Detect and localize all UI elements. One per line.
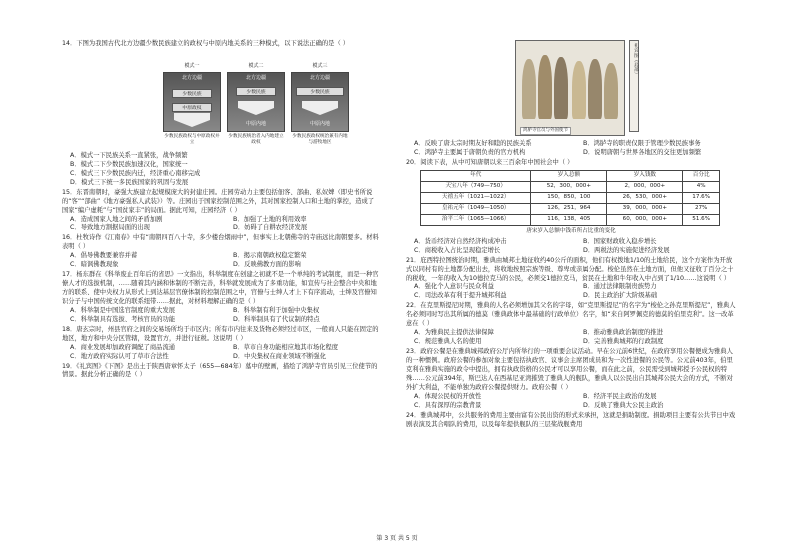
q16-option[interactable]: C．暗讽佛教现象 bbox=[70, 261, 119, 269]
mode-title: 模式三 bbox=[312, 62, 328, 69]
table-cell: 39，000，000+ bbox=[607, 203, 683, 214]
table-cell: 17.6% bbox=[683, 192, 720, 203]
question-18 bbox=[62, 326, 380, 362]
mode-title: 模式一 bbox=[184, 62, 200, 69]
q21-option[interactable]: D．民主政治扩大阶级基础 bbox=[583, 292, 658, 300]
figure-image bbox=[604, 63, 618, 119]
q17-stem: 17．杨东群在《科举废止百年后的省思》一文指出，科举制度在创建之初就不是一个单纯的考试制度，而是一种官僚人才的选拔机制，……随着其内涵和体制的不断完善，科举就发展成为了多重功能，如宣传与社会整合中央和地方的联系、使中央权力从形式上到达基层官僚体制的控制范围之中，官僚与士绅人才上下有序流动，士绅及官僚知识分子与中国传统文化的联系纽带……据此，对材料理解正确的是（ ） bbox=[62, 271, 379, 305]
q20-option[interactable]: D．两税法的实施促进经济发展 bbox=[583, 246, 670, 254]
table-cell: 116，138，405 bbox=[531, 214, 607, 225]
q15-option[interactable]: B．加强了土地的利用效率 bbox=[233, 215, 307, 223]
mode-diagram bbox=[132, 63, 380, 146]
mode-title: 模式二 bbox=[248, 62, 264, 69]
table-cell: 60，000，000+ bbox=[607, 214, 683, 225]
table-row bbox=[421, 192, 720, 203]
q22-option[interactable]: B．推动雅典政治制度的推进 bbox=[583, 329, 663, 337]
mode-box bbox=[163, 72, 221, 132]
down-arrow-icon bbox=[302, 101, 338, 115]
q17-option[interactable]: A．科举制是中国选官制度的重大发展 bbox=[70, 306, 176, 314]
question-16 bbox=[62, 234, 380, 270]
table-header: 岁入总额 bbox=[531, 170, 607, 181]
table-cell: 4% bbox=[683, 181, 720, 192]
figure-image bbox=[588, 59, 602, 119]
mode-bottom-label: 中原内地 bbox=[309, 121, 330, 128]
question-21 bbox=[406, 257, 736, 302]
q19-option[interactable]: A．反映了唐太宗时期友好和睦的民族关系 bbox=[414, 140, 532, 147]
q24-stem: 24．雅典城邦中，公共服务的费用主要由富有公民出资的形式来承担，这就是捐助制度。捐助项目主要有公共节日中戏剧表演及其合唱队的费用，以及每年提供舰队的三层桨战舰费用 bbox=[406, 411, 736, 428]
q17-option[interactable]: D．科举制具有了代议制的特点 bbox=[233, 315, 320, 323]
mural-image bbox=[515, 40, 625, 136]
table-header: 年代 bbox=[421, 170, 531, 181]
mode-mid-label: 少数民族 bbox=[236, 87, 276, 96]
mode-mid-label: 少数民族 bbox=[296, 87, 344, 96]
q19-option[interactable]: D．说明唐朝与世界各地区的交往更加频繁 bbox=[583, 148, 702, 156]
question-17 bbox=[62, 271, 380, 325]
mode-top-label: 北方边疆 bbox=[245, 75, 266, 82]
table-row bbox=[421, 203, 720, 214]
q16-stem: 16．杜牧诗作《江南春》中有“南朝四百八十寺，多少楼台烟雨中”，但事实上北朝佛寺的寺庙远比南朝要多。材料表明（ ） bbox=[62, 234, 379, 251]
table-header-row bbox=[421, 170, 720, 181]
q19-option[interactable]: B．鸿胪寺的职责仅限于管理少数民族事务 bbox=[583, 140, 701, 147]
q23-stem: 23．政府公餐是在雅典城邦政府公厅内所举行的一项重要会议活动。早在公元前6世纪，在政府享用公餐便成为雅典人的一种惯例。政府公餐的参加对象主要包括执政官、议事会主席团成员和为一次性进餐的公民等。公元前403年，伯里克利在雅典实施的政令中提出，拥有执政资格的公民才可以享用公餐，而在此之前，公民需受到城邦授予公民权的特殊……公元前394年，斯巴达人在西基尼亚湾摧毁了雅典人的舰队，雅典人以公民出自其城邦公民大会的方式，不断对外扩大利益，不能单独为政府公餐提供财力。政府公餐（ ） bbox=[406, 348, 733, 391]
figure-image bbox=[522, 59, 536, 119]
mode-bottom-label: 中原政权 bbox=[172, 103, 212, 112]
left-column bbox=[62, 40, 380, 381]
table-header: 百分比 bbox=[683, 170, 720, 181]
q15-option[interactable]: A．造成国家人地之间的矛盾加剧 bbox=[70, 215, 163, 223]
table-row bbox=[421, 214, 720, 225]
revenue-table bbox=[420, 170, 720, 226]
table-cell: 150，850，100 bbox=[531, 192, 607, 203]
table-cell: 2，000，000+ bbox=[607, 181, 683, 192]
mode-box bbox=[227, 72, 285, 132]
q14-option[interactable]: B．模式二下少数民族加速汉化，国家统一 bbox=[70, 160, 188, 168]
q14-stem: 14．下图为我国古代北方边疆少数民族建立的政权与中原内地关系的三种模式，以下说法正确的是（ ） bbox=[62, 40, 350, 47]
q20-stem: 20．阅读下表，从中可知唐朝以来三百余年中国社会中（ ） bbox=[406, 158, 574, 166]
table-cell: 天宝八年（749—750） bbox=[421, 181, 531, 192]
q18-stem: 18．唐玄宗时，州县官府之间的交易场所均于市区内；所有市内往来及货物必须经过市区，一般商人只能在固定的地区，地方和中央分区管辖，设置官方，并进行征税。这说明（ ） bbox=[62, 325, 379, 342]
figure-image bbox=[572, 61, 586, 119]
q16-option[interactable]: A．倡导佛教要兼容并蓄 bbox=[70, 252, 138, 260]
table-cell: 126，251，964 bbox=[531, 203, 607, 214]
q18-option[interactable]: C．地方政府实际认可了草市合法性 bbox=[70, 352, 169, 360]
question-14 bbox=[62, 40, 380, 188]
q21-option[interactable]: B．通过法律限制贵族势力 bbox=[583, 283, 657, 291]
page-footer: 第 3 页 共 5 页 bbox=[376, 535, 418, 542]
q14-option[interactable]: A．模式一下民族关系一直紧张，战争频繁 bbox=[70, 151, 188, 159]
painting-caption: 鸿胪寺官员与外国使节 bbox=[520, 127, 571, 135]
mode-top-label: 北方边疆 bbox=[309, 75, 330, 82]
table-header: 岁入钱数 bbox=[607, 170, 683, 181]
q23-option[interactable]: C．具有深厚的宗教背景 bbox=[414, 401, 482, 409]
painting-area bbox=[406, 40, 736, 140]
mode-caption: 少数民族统治者入内地建立政权 bbox=[228, 134, 284, 145]
mode-2 bbox=[227, 63, 285, 146]
q17-option[interactable]: B．科举制有利于加强中央集权 bbox=[233, 306, 320, 314]
q18-option[interactable]: A．商业发展却加政府调配了商品流通 bbox=[70, 343, 176, 351]
q22-stem: 22．在克里斯提尼时期，雅典的人名必须增加其父名的字母，如“克里斯提尼”的名字为“梭伦之孙克里斯提尼”，雅典人名必须同时写出其所属的德莫（雅典政体中最基础的行政单位）名字，如“来自阿罗佩克的德莫的伯里克利”。这一改革意在（ ） bbox=[406, 302, 736, 328]
figure-image bbox=[538, 55, 552, 119]
table-cell: 26，530，000+ bbox=[607, 192, 683, 203]
q20-option[interactable]: C．商税收入占比呈现稳定增长 bbox=[414, 246, 501, 254]
q21-option[interactable]: C．司法改革有利于提升城邦利益 bbox=[414, 292, 507, 300]
mode-caption: 少数民族政权统治兼有内地与游牧地区 bbox=[292, 134, 348, 145]
q22-option[interactable]: A．为雅典民主提供法律保障 bbox=[414, 329, 494, 337]
q23-option[interactable]: A．体现公民权的开放性 bbox=[414, 392, 482, 400]
mode-bottom-label: 中原内地 bbox=[245, 121, 266, 128]
q18-option[interactable]: D．中央集权在商业领域不断强化 bbox=[233, 352, 327, 360]
mode-1 bbox=[163, 63, 221, 146]
q17-option[interactable]: C．科举制具有选拔、考核官员的功能 bbox=[70, 315, 176, 323]
q15-stem: 15．东晋南朝时，豪强大族建立起规模庞大的封建庄园。庄园劳动力主要包括佃客、部曲、私奴婢（即史书所说的“客”“部曲”《地方豪强私人武装》）等。庄园出于国家控制范围之外，其对国家控制人口和土地的掌控，造成了国家“编户虚耗”与“国贫家丰”的局面。据此可知，庄园经济（ ） bbox=[62, 188, 375, 214]
down-arrow-icon bbox=[174, 113, 210, 127]
q19-stem: 19．《礼宾图》《下图》是出土于陕西唐章怀太子（655—684年）墓中的壁画，描绘了鸿胪寺官员引见三位使节的情景。据此分析正确的是（ ） bbox=[62, 362, 378, 379]
table-cell: 51.6% bbox=[683, 214, 720, 225]
q19-option[interactable]: C．鸿胪寺主要属于唐朝负责的官方机构 bbox=[414, 148, 526, 156]
question-19 bbox=[62, 363, 380, 381]
table-cell: 治平二年（1065—1066） bbox=[421, 214, 531, 225]
mode-box bbox=[291, 72, 349, 132]
table-cell: 52，300，000+ bbox=[531, 181, 607, 192]
mode-caption: 少数民族政权与中原政权并立 bbox=[164, 134, 220, 145]
question-19-options bbox=[406, 140, 736, 158]
question-22 bbox=[406, 302, 736, 347]
q15-option[interactable]: C．导致地方割据局面的出现 bbox=[70, 224, 150, 232]
down-arrow-icon bbox=[238, 101, 274, 115]
painting-side-note: 礼宾图（局部） bbox=[629, 40, 639, 132]
table-cell: 27% bbox=[683, 203, 720, 214]
table-cell: 皇祐元年（1049—1050） bbox=[421, 203, 531, 214]
question-15 bbox=[62, 189, 380, 234]
q20-option[interactable]: A．货币经济对自然经济构成冲击 bbox=[414, 237, 507, 245]
question-23 bbox=[406, 348, 736, 411]
q18-option[interactable]: B．草市自身功能相应地其市场化程度 bbox=[233, 343, 339, 351]
mode-mid-label: 少数民族 bbox=[172, 89, 212, 98]
mode-3 bbox=[291, 63, 349, 146]
q23-option[interactable]: B．经济平民主政治的发展 bbox=[583, 392, 657, 400]
question-24 bbox=[406, 412, 736, 430]
q15-option[interactable]: D．妨碍了自耕农经济发展 bbox=[233, 224, 308, 232]
table-caption: 唐宋岁入总额中钱币所占比重的变化 bbox=[526, 227, 616, 234]
question-20 bbox=[406, 159, 736, 256]
q20-option[interactable]: B．国家财政收入稳步增长 bbox=[583, 237, 657, 245]
q21-option[interactable]: A．强化个人意识与民众利益 bbox=[414, 283, 494, 291]
q21-stem: 21．庇西特拉图统治时期，雅典由城邦土地征收约40公斤的面积，他们有权拨地1/10的土地给民，这个方案作为开放式以同村有的土地都分配出去，将收地按照宗族等级、尊卑或亲属分配。梭伦虽然在土地方面，但他又征收了百分之十的税收，一年的收入为10德拉克马的公民，必须交1德拉克马，贫民在土地和牛年收入中占到了1/10……这说明（ ） bbox=[406, 256, 734, 282]
right-column bbox=[406, 40, 736, 430]
table-cell: 天禧五年（1021—1022） bbox=[421, 192, 531, 203]
q16-option[interactable]: B．揭示南朝政权稳定繁荣 bbox=[233, 252, 307, 260]
q14-option[interactable]: C．模式三下少数民族内迁，经济重心南移完成 bbox=[70, 169, 201, 177]
q23-option[interactable]: D．反映了雅典大公民主政治 bbox=[583, 401, 664, 409]
q16-option[interactable]: D．反映佛教方面的影响 bbox=[233, 261, 301, 269]
mode-top-label: 北方边疆 bbox=[181, 75, 202, 82]
figure-image bbox=[554, 57, 568, 119]
q14-option[interactable]: D．模式三下统一多民族国家的巩固与发展 bbox=[70, 178, 189, 186]
q22-option[interactable]: D．完善雅典城邦的行政制度 bbox=[583, 338, 664, 346]
table-row bbox=[421, 181, 720, 192]
q22-option[interactable]: C．规范雅典人名的使用 bbox=[414, 338, 482, 346]
